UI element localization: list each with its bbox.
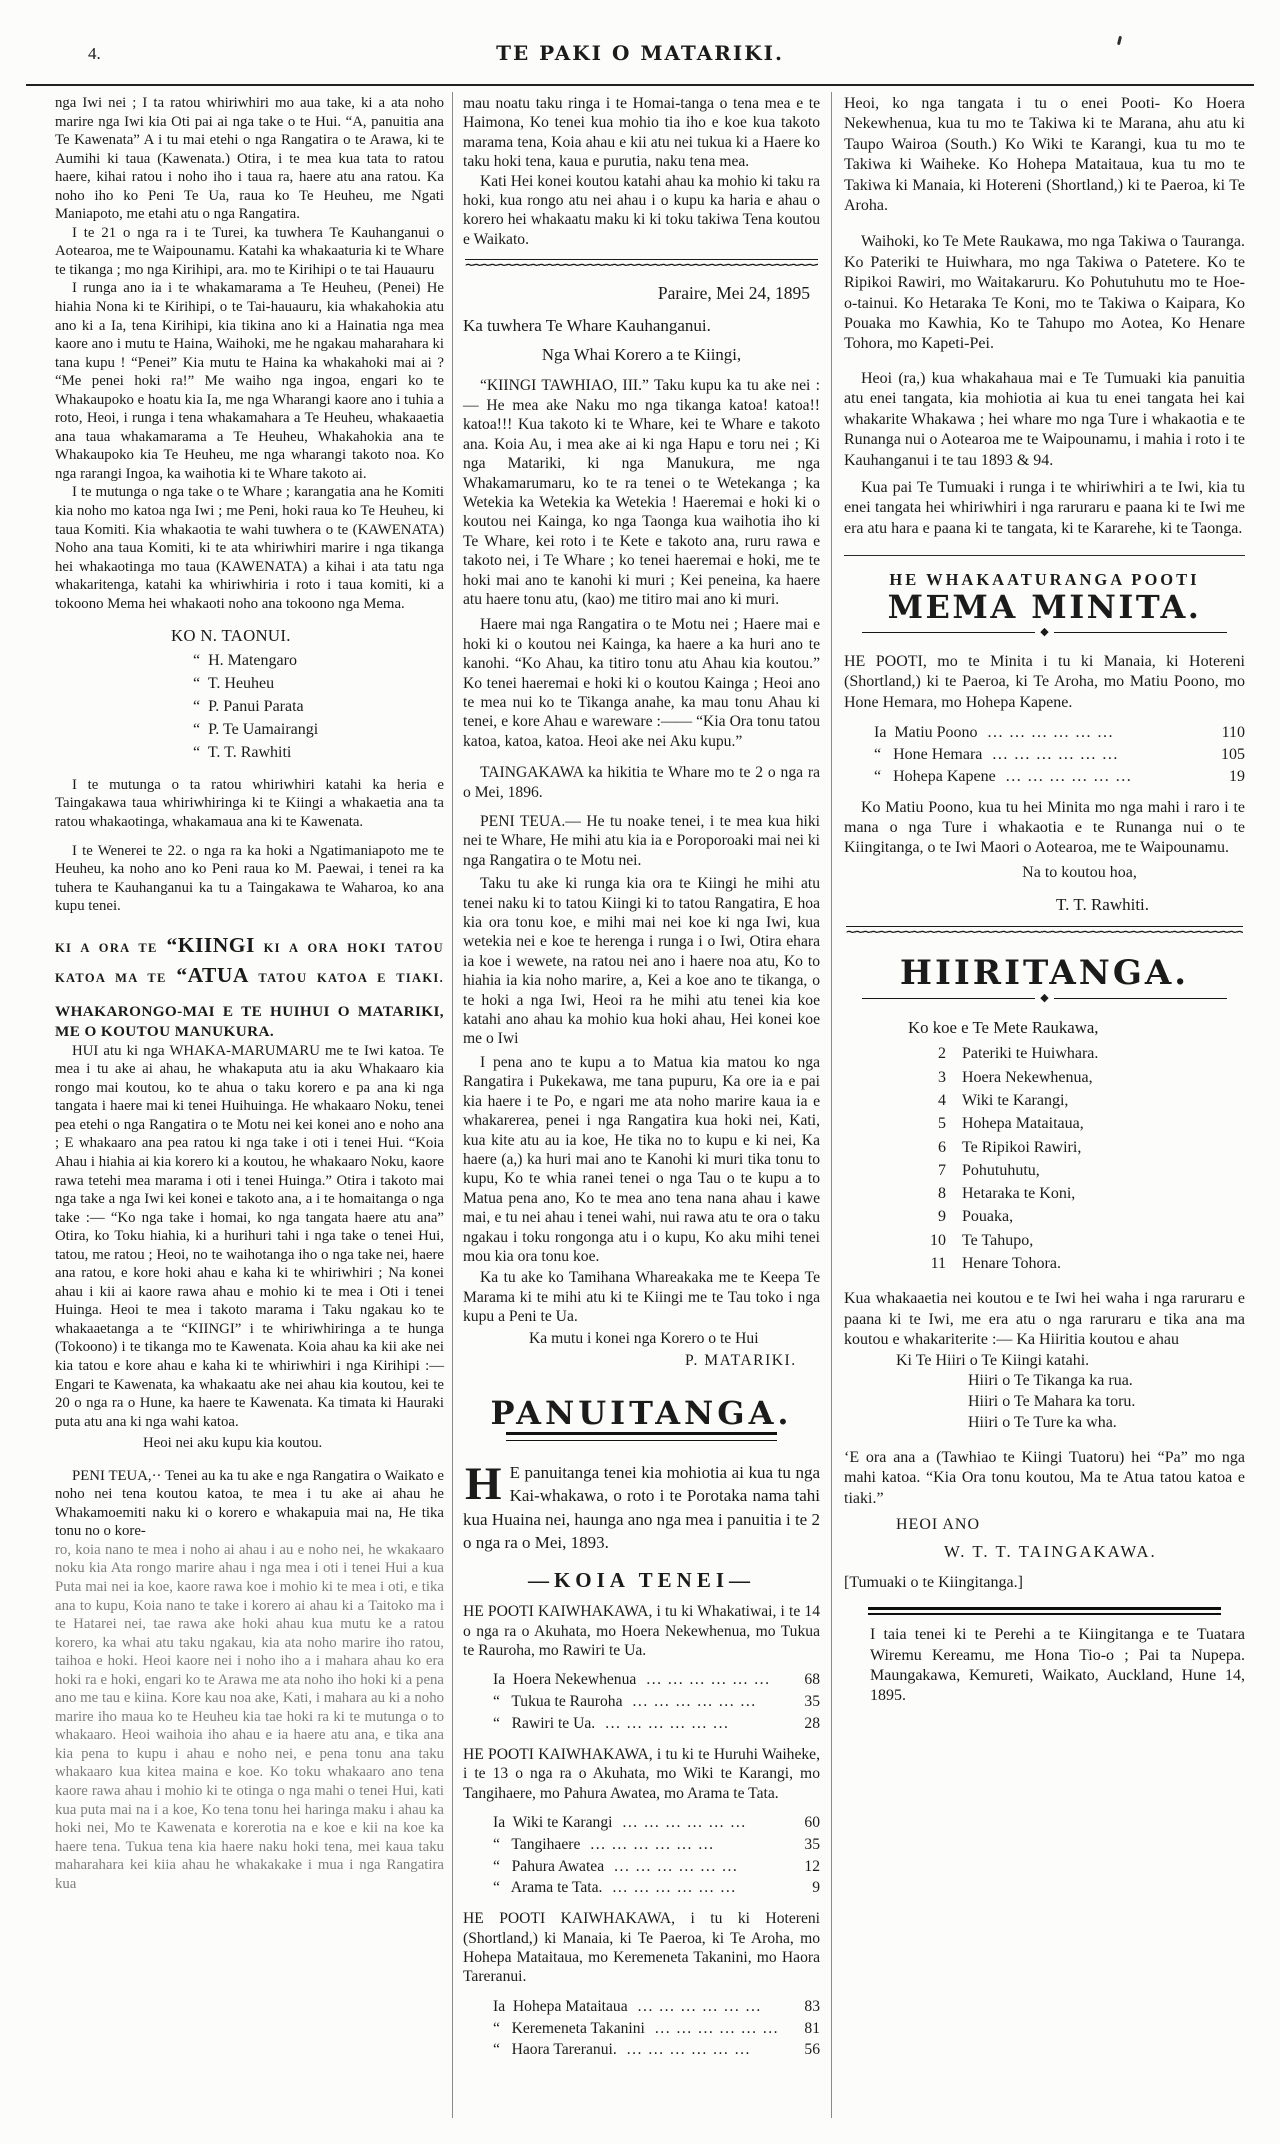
header-rule: [26, 84, 1254, 86]
item-number: 4: [938, 1091, 946, 1109]
vote-count: 12: [804, 1857, 820, 1875]
rule-diamond: [862, 993, 1227, 1004]
vote-count: 19: [1229, 767, 1245, 785]
vote-row: [493, 1856, 820, 1878]
candidate-name: “ Haora Tareranui.: [493, 2041, 617, 2059]
vote-count: 28: [804, 1715, 820, 1732]
paragraph: Heoi, ko nga tangata i tu o enei Pooti- Ko Hoera Nekewhenua, kua tu mo te Takiwa ki te Marana, ahu atu ki Taupo Wairoa (South.) Ko Wiki te Karangi, kua tu mo te Takiwa ki Waiheke. Ko Hohepa Mataitaua, kua tu mo te Takiwa ki Manaia, ki Hotereni (Shortland,) ki te Paeroa, ki Te Aroha.: [844, 95, 1245, 215]
masthead-title: TE PAKI O MATARIKI.: [496, 41, 784, 65]
paragraph: PENI TEUA,·· Tenei au ka tu ake e nga Rangatira o Waikato e noho nei tena koutou katoa, te mea i tu ake ai ahau he Whakamoemiti naku ki o korero e whakapuia mai na, He tika tonu no o kore-: [55, 1467, 444, 1540]
vote-table: [463, 1812, 820, 1899]
section-heading: —KOIA TENEI—: [527, 1567, 756, 1592]
paragraph-text: E panuitanga tenei kia mohiotia ai kua tu nga Kai-whakawa, o roto i te Porotaka nama tahi kua Huaina nei, haunga ano nga mea i panuitia i te 2 o nga ra o Mei, 1893.: [463, 1462, 820, 1553]
item-number: 7: [938, 1161, 946, 1179]
vote-count: 9: [812, 1879, 820, 1897]
list-item: [916, 1229, 1245, 1252]
paragraph: Kua pai Te Tumuaki i runga i te whiriwhiri a te Iwi, kia tu enei tangata hei whiriwhiri i nga raruraru e paana ki te Iwi me era atu hara e paana ki te tangata, ki te Kararehe, ki te Taonga.: [844, 478, 1245, 537]
rule-thin: [844, 555, 1245, 556]
vote-row: [493, 1834, 820, 1856]
rule-wavy: [846, 926, 1243, 939]
dot-leader: ... ... ... ... ... ...: [992, 745, 1119, 763]
item-name: Te Tahupo,: [962, 1231, 1034, 1249]
vote-count: 35: [804, 1835, 820, 1853]
paragraph: I runga ano ia i te whakamarama a Te Heuheu, (Penei) He hiahia Nona ki te Kirihipi, o te Tai-hauauru, kia whakahokia atu ano ki a Ia, tena Kirihipi, kia tikina ano ki a Hainatia nga mea kaore ano i mutu te Haina, Waihoki, me he ngakau maharahara ki tana kupu ! “Penei” Kia mutu te Haina ka whakahoki mai ai ? “Me penei hoki ra!” Me waiho nga ingoa, engari ko te Whakaupoko e hoatu kia Ia, me nga Wharangi kaore ano i tuhia a roto, Heoi, i runga i tena whakamahara a Te Heuheu, whakaaetia ana taua whakamarama a Te Heuheu, Whakahokia ana te Whakaupoko kia Te Heuheu, me nga wharangi takoto noa. Ko nga rarangi Ingoa, ka waihotia ki te Whare takoto ai.: [55, 280, 444, 482]
list-item: [916, 1112, 1245, 1135]
committee-member: “ P. Te Uamairangi: [193, 720, 319, 738]
candidate-name: Ia Hoera Nekewhenua: [493, 1671, 637, 1689]
item-number: 2: [938, 1045, 946, 1063]
dot-leader: ... ... ... ... ... ...: [1005, 767, 1133, 785]
vote-row: [493, 1877, 820, 1899]
column-divider: [831, 92, 832, 2118]
column-1: [55, 94, 444, 1893]
section-heading: HE WHAKAATURANGA POOTI: [889, 570, 1200, 590]
paragraph: [Tumuaki o te Kiingitanga.]: [844, 1573, 1023, 1591]
dot-leader: ... ... ... ... ... ...: [646, 1671, 771, 1689]
item-name: Henare Tohora.: [962, 1255, 1061, 1273]
paragraph: [463, 1457, 820, 1555]
column-3: [844, 94, 1245, 1707]
vote-row: [493, 1713, 820, 1735]
seal-line: Hiiri o Te Mahara ka toru.: [968, 1393, 1136, 1411]
rule-diamond: [862, 627, 1227, 638]
paragraph: I te 21 o nga ra i te Turei, ka tuwhera Te Kauhanganui o Aotearoa, me te Waipounamu. Katahi ka whakaaturia ki te Whare te tikanga ; mo nga Kirihipi, ara. mo te Kirihipi o te tai Hauauru: [55, 224, 444, 278]
section-heading: HIIRITANGA.: [899, 952, 1190, 993]
item-name: Hohepa Mataitaua,: [962, 1115, 1084, 1133]
paragraph: mau noatu taku ringa i te Homai-tanga o tena mea e te Haimona, Ko tenei kua mohio tia iho e koe kua takoto marama tena, Koia ahau e kii atu nei tukua ki a Haere ko taku hoki tena, kaua e purutia, naku tena mea.: [463, 95, 820, 171]
dot-leader: ... ... ... ... ... ...: [590, 1835, 715, 1853]
item-name: Hetaraka te Koni,: [962, 1185, 1076, 1203]
dot-leader: ... ... ... ... ... ...: [637, 1997, 762, 2015]
paragraph: Kati Hei konei koutou katahi ahau ka mohio ki taku ra hoki, kua rongo atu nei ahau i o kupu ka haria e ahau o korero hei whakaatu maku ki ki toku takiwa Tena koutou e Waikato.: [463, 172, 820, 248]
paragraph: ‘E ora ana a (Tawhiao te Kiingi Tuatoru) hei “Pa” mo nga mahi katoa. “Kia Ora tonu koutou, Ma te Atua tatou katoa e tiaki.”: [844, 1448, 1245, 1507]
list-item: [916, 1159, 1245, 1182]
vote-row: [493, 1669, 820, 1691]
paragraph: Waihoki, ko Te Mete Raukawa, mo nga Takiwa o Tauranga. Ko Pateriki te Huiwhara, mo nga Takiwa o Patetere. Ko te Ripikoi Rawiri, mo Waitakaruru. Ko Pohutuhutu mo te Hoe-o-tainui. Ko Hetaraka Te Koni, mo te Takiwa o Kaipara, Ko Pouaka mo Kawhia, Ko te Tahupo mo Aotea, Ko Henare Tohora, mo Kapeti-Pei.: [844, 233, 1245, 353]
list-item: [916, 1136, 1245, 1159]
list-item: [916, 1205, 1245, 1228]
page-number: 4.: [88, 44, 101, 63]
paragraph: “KIINGI TAWHIAO, III.” Taku kupu ka tu ake nei :— He mea ake Naku mo nga tikanga katoa! katoa!! katoa!!! Kua takoto ki te Whare, kei te Whare e takoto ana. Koia Au, i mea ake ai ki nga Hapu e toru nei ; Ki nga Matariki, ki nga Manukura, me nga Whakamarumaru, ko te ra tenei o te Wetekanga ; ka Wetekia ka Wetekia ka Wetekia ! Haeremai e hoki ki o koutou nei Kainga, ko nga Taonga kua waihotia iho ki Te Whare, kei roto i te Kete e takoto ana, ruru rawa e takoto nei, i Te Whare ; ko tenei haeremai e hoki, me te hoki mai ano te kanohi ki muri ; Kei peneina, ka haere atu haere tonu atu, (kao) me titiro mai ano ki muri.: [463, 377, 820, 608]
vote-count: 60: [804, 1814, 820, 1832]
paragraph: HE POOTI KAIWHAKAWA, i tu ki Whakatiwai, i te 14 o nga ra o Akuhata, mo Hoera Nekewhenua, mo Tukua te Rauroha, mo Rawiri te Ua.: [463, 1603, 820, 1659]
paragraph: Haere mai nga Rangatira o te Motu nei ; Haere mai e hoki ki o koutou nei Kainga, ka haere a ka huri ano te kanohi. “Ko Ahau, ka titiro tonu atu Ahau kia koutou.” Ko tenei haeremai e hoki ki o koutou Kainga ; Heoi ano te mea nui ko te Tikanga anahe, ka mau tonu Ahau ki tenei, e kore Ahau e wareware :—— “Kia Ora tonu tatou katoa, katoa, katoa. Heoi ake nei Aku kupu.”: [463, 616, 820, 750]
signature: P. MATARIKI.: [685, 1351, 797, 1369]
item-number: 8: [938, 1185, 946, 1203]
vote-row: [493, 1812, 820, 1834]
subheading: Ka tuwhera Te Whare Kauhanganui.: [463, 315, 711, 335]
closing-line: Ka mutu i konei nga Korero o te Hui: [529, 1329, 759, 1347]
rule-double: [506, 1432, 777, 1441]
vote-table: [844, 722, 1245, 787]
vote-table: [463, 1669, 820, 1734]
paragraph: TAINGAKAWA ka hikitia te Whare mo te 2 o nga ra o Mei, 1896.: [463, 764, 820, 801]
list-item: [916, 1066, 1245, 1089]
paragraph: Taku tu ake ki runga kia ora te Kiingi he mihi atu tenei naku ki to tatou Kiingi ki to tatou Rangatira, E hoa kia ora tonu koe, e mihi mai nei koe ki nga Iwi, kua wetekia nei e koe te herenga i runga i o Iwi, Otira ehara ia koe i wewete, na ratou nei ano i haere noa atu, Ko to hiahia ia kia noho marire, a, Kei a koe ano te tikanga, o te hoki a nga Iwi, Heoi ra he mihi atu tenei kia koe katahi ano ahau ka mohio kua hoki ahau, Hei konei koe me o Iwi: [463, 875, 820, 1048]
dot-leader: ... ... ... ... ... ...: [612, 1879, 737, 1897]
paragraph: I te mutunga o ta ratou whiriwhiri katahi ka heria e Taingakawa taua whiriwhiringa ki te Kiingi a whakaetia ana ta ratou whakaotinga, whakamaua ana ki te Kawenata.: [55, 776, 444, 830]
diamond-icon: [1035, 993, 1053, 1004]
item-number: 3: [938, 1068, 946, 1086]
item-name: Te Ripikoi Rawiri,: [962, 1138, 1082, 1156]
salutation-part: KI A ORA TE: [55, 940, 167, 955]
paragraph: I te Wenerei te 22. o nga ra ka hoki a Ngatimaniapoto me te Heuheu, ka noho ano ko Peni raua ko M. Paewai, i tenei ra ka tuhera te Kauhanganui ka tu a Taingakawa te Waharoa, ko ana kupu tenei.: [55, 842, 444, 915]
salutation-part: “ATUA: [176, 962, 249, 987]
dot-leader: ... ... ... ... ... ...: [614, 1857, 739, 1875]
paragraph: Heoi (ra,) kua whakahaua mai e Te Tumuaki kia panuitia atu enei tangata, kia mohiotia ai kua tu enei tangata hei kai whakarite Whakawa ; hei whare mo nga Ture i whakaotia e te Runanga nui o Aotearoa me te Waipounamu, i mahia i roto i te Kauhanganui i te tau 1893 & 94.: [844, 369, 1245, 469]
paragraph: HE POOTI KAIWHAKAWA, i tu ki te Huruhi Waiheke, i te 13 o nga ra o Akuhata, mo Wiki te Karangi, mo Tangihaere, mo Pahura Awatea, mo Arama te Tata.: [463, 1745, 820, 1802]
dot-leader: ... ... ... ... ... ...: [626, 2041, 751, 2059]
section-heading: MEMA MINITA.: [887, 587, 1202, 626]
candidate-name: Ia Wiki te Karangi: [493, 1814, 613, 1832]
paragraph: Kua whakaaetia nei koutou e te Iwi hei waha i nga raruraru e paana ki te Iwi, me era atu o nga raruraru e tika ana ma koutou e whakariterite :— Ka Hiiritia koutou e ahau: [844, 1290, 1245, 1349]
vote-row: [874, 744, 1245, 766]
seal-line: Hiiri o Te Ture ka wha.: [968, 1413, 1117, 1431]
item-name: Hoera Nekewhenua,: [962, 1068, 1093, 1086]
dot-leader: ... ... ... ... ... ...: [654, 2019, 780, 2037]
seal-line: Ki Te Hiiri o Te Kiingi katahi.: [896, 1351, 1090, 1369]
date-line: Paraire, Mei 24, 1895: [657, 283, 810, 304]
paragraph: I pena ano te kupu a to Matua kia matou ko nga Rangatira i Pukekawa, me tana pupuru, Ka ore ia e pai kia haere i te Po, e ngari me ata noho marire kaua ia e whakarerea, penei i nga Rangatira kua hoki nei, Kati, kua kite atu au ia koe, He tika no to kupu e ki nei, Ka haere (a,) ka huri mai ano te Kanohi ki muri tika tonu to kupu, Ko te whia ranei tenei o nga Tau o te kupu a to Matua pena ano, Ko te mea ano tena nana ahau i kawe mai, e tu nei ahau i tenei wahi, nui rawa atu te ora o taku ngakau i toku rongonga atu i o kupu, Ko aku mihi tenei mou kia ora tonu koe.: [463, 1053, 820, 1265]
salutation-part: KI A ORA HOKI TATOU KATOA MA TE: [55, 940, 444, 985]
drop-cap: H: [465, 1457, 502, 1510]
vote-count: 56: [804, 2041, 820, 2059]
closing-line: Heoi nei aku kupu kia koutou.: [143, 1435, 323, 1452]
paragraph: HE POOTI, mo te Minita i tu ki Manaia, ki Hotereni (Shortland,) ki te Paeroa, ki Te Aroha, mo Matiu Poono, mo Hone Hemara, mo Hohepa Kapene.: [844, 652, 1245, 711]
paragraph: I te mutunga o nga take o te Whare ; karangatia ana he Komiti kia noho mo katoa nga Iwi ; me Peni, hoki raua ko Te Heuheu, ki taua Komiti. Kia whakaotia te wahi tuwhera o te (KAWENATA) Noho ana taua Komiti, ki te ata whiriwhiri marire i nga tikanga hei whakaotinga mo taua (KAWENATA) a kihai i ata tatu nga whakaritenga, katahi ka whiriwhiria i roto i taua komiti, ki a tokoono Mema hei whakaoti noho ana tokoono nga Mema.: [55, 484, 444, 612]
dot-leader: ... ... ... ... ... ...: [987, 724, 1115, 742]
vote-row: [493, 2018, 820, 2040]
paragraph: Ka tu ake ko Tamihana Whareakaka me te Keepa Te Marama ki te mihi atu ki te Kiingi me te Tau toko i nga kupu a Peni te Ua.: [463, 1269, 820, 1326]
item-name: Pohutuhutu,: [962, 1161, 1040, 1179]
vote-count: 110: [1221, 724, 1245, 742]
paragraph: Ko Matiu Poono, kua tu hei Minita mo nga mahi i raro i te mana o nga Ture i whakaotia e te Runanga nui o te Kiingitanga, o te Iwi Maori o Aotearoa, me te Waipounamu.: [844, 798, 1245, 857]
committee-head: KO N. TAONUI.: [171, 626, 291, 646]
committee-member: “ T. T. Rawhiti: [193, 743, 292, 761]
vote-row: [874, 766, 1245, 788]
paragraph: PENI TEUA.— He tu noake tenei, i te mea kua hiki nei te Whare, He mihi atu kia ia e Poroporoaki mai nei ki nga Rangatira o te Motu nei.: [463, 813, 820, 869]
dot-leader: ... ... ... ... ... ...: [632, 1693, 757, 1711]
item-name: Pateriki te Huiwhara.: [962, 1045, 1099, 1063]
dot-leader: ... ... ... ... ... ...: [622, 1814, 747, 1832]
section-heading: PANUITANGA.: [490, 1394, 793, 1433]
subheading: Nga Whai Korero a te Kiingi,: [541, 345, 742, 365]
paragraph: I taia tenei ki te Perehi a te Kiingitanga e te Tuatara Wiremu Kereamu, me Hona Tio-o ; Pai ta Nupepa. Maungakawa, Kemureti, Waikato, Auckland, Hune 14, 1895.: [870, 1626, 1245, 1705]
candidate-name: “ Keremeneta Takanini: [493, 2019, 645, 2037]
salutation-part: “KIINGI: [166, 932, 255, 957]
committee-member: “ T. Heuheu: [193, 674, 275, 692]
vote-row: [493, 1691, 820, 1713]
item-number: 5: [938, 1115, 946, 1133]
list-item: [916, 1042, 1245, 1065]
addressee-line: Ko koe e Te Mete Raukawa,: [908, 1017, 1099, 1037]
vote-row: [874, 722, 1245, 744]
numbered-list: [844, 1042, 1245, 1275]
royal-salutation: [55, 932, 444, 992]
column-2: [463, 94, 820, 2071]
diamond-icon: [1035, 627, 1053, 638]
candidate-name: “ Pahura Awatea: [493, 1857, 605, 1875]
item-number: 10: [930, 1231, 946, 1249]
paragraph: HE POOTI KAIWHAKAWA, i tu ki Hotereni (Shortland,) ki Manaia, ki Te Paeroa, ki Te Aroha, mo Hohepa Mataitaua, mo Keremeneta Takanini, mo Haora Tareranui.: [463, 1910, 820, 1986]
vote-table: [463, 1996, 820, 2061]
committee-member: “ P. Panui Parata: [193, 697, 304, 715]
vote-row: [493, 2039, 820, 2061]
vote-count: 105: [1221, 745, 1245, 763]
rule-thick: [868, 1607, 1221, 1615]
vote-count: 81: [804, 2019, 820, 2037]
candidate-name: “ Tangihaere: [493, 1835, 581, 1853]
candidate-name: Ia Hohepa Mataitaua: [493, 1997, 628, 2015]
committee-member: “ H. Matengaro: [193, 651, 297, 669]
paragraph: HUI atu ki nga WHAKA-MARUMARU me te Iwi katoa. Te mea i tu ake ai ahau, he whakaputa atu ia aku Whakaaro kia rongo mai koutou, ko te ahua o taku korero e pa ana ki nga tangata i haere mai ki tenei Huihuinga. He whakaaro Noku, tenei pea etehi o nga Rangatira o te Motu nei kei konei ano e noho ana ; E whakaaro ana pea ratou ki nga take i oti i tenei Hui. “Koia Ahau i hiahia ai kia korero ki a koutou, he whakaaro Noku, kaore rawa tetehi mea marama i oti i tenei Huinga.” Otira i takoto mai nga take a nga Iwi kei konei e takoto ana, a i te homaitanga o nga take :— “Ko nga take i homai, ko nga tangata haere atu ana” Otira, ko Toku hiahia, ki a hurihuri tahi i nga take o tenei Hui, tatou, me ratou ; Heoi, no te waihotanga iho o nga take nei, haere ana ratou, e kore hoki ahau e kaha ki te whiriwhiri ; Na konei ahau i kii ai kaore rawa ahau e mohio ki te mea i Oti i tenei Huinga. Heoi te mea i takoto marama i Taku ngakau ko te whakaaetanga a te “KIINGI” i te whiriwhiringa a te hunga (Tokoono) i te tikanga mo te Kawenata. Koia ahau ka kii ake nei kia tatou e kore ahau e kaha ki te whiriwhiri i nga Kirihipi :— Engari te Kawenata, ka whakaatu ake nei ahau kia koutou, kei te 20 o nga ra o Hune, ka haere te Kawenata. Ka timata ki Hauraki puta atu ana ki nga wahi katoa.: [55, 1042, 444, 1430]
item-number: 9: [938, 1208, 946, 1226]
paragraph: WHAKARONGO-MAI E TE HUIHUI O MATARIKI, ME O KOUTOU MANUKURA.: [55, 1002, 444, 1040]
list-item: [916, 1182, 1245, 1205]
vote-count: 83: [804, 1997, 820, 2015]
candidate-name: “ Rawiri te Ua.: [493, 1715, 596, 1732]
candidate-name: “ Tukua te Rauroha: [493, 1693, 623, 1711]
candidate-name: Ia Matiu Poono: [874, 724, 978, 742]
item-number: 11: [930, 1255, 946, 1273]
seal-line: Hiiri o Te Tikanga ka rua.: [968, 1372, 1133, 1390]
list-item: [916, 1252, 1245, 1275]
candidate-name: “ Hone Hemara: [874, 745, 983, 763]
signature: T. T. Rawhiti.: [1056, 895, 1150, 915]
salutation-part: TATOU KATOA E TIAKI.: [248, 970, 444, 985]
column-divider: [452, 92, 453, 2118]
closing-line: HEOI ANO: [896, 1515, 980, 1533]
item-name: Pouaka,: [962, 1208, 1014, 1226]
dot-leader: ... ... ... ... ... ...: [605, 1715, 730, 1732]
item-name: Wiki te Karangi,: [962, 1091, 1069, 1109]
paragraph: nga Iwi nei ; I ta ratou whiriwhiri mo aua take, ki a ata noho marire nga Iwi kia Oti pai ai nga take o te Hui. “A, panuitia ana Te Kawenata” A i tu mai etehi o nga Rangatira o te Arawa, ki te Aumihi ki taua (Kawenata.) Otira, i te mea kua tata to ratou haere, kihai ratou i noho iho i taua ra, haere atu ana ratou. Ka noho iho ko Peni Te Ua, raua ko Te Heuheu, me Ngati Maniapoto, me etahi atu o nga Rangatira.: [55, 95, 444, 223]
paragraph: ro, koia nano te mea i noho ai ahau i au e noho nei, he wkakaaro noku kia Ata rongo marire ahau i nga mea i oti i tenei Hui a kua Puta mai nei ia koe, kaore rawa koe i mohio ki te mea i oti, e tika ana to kupu, Koia nano te take i korero ai ahau ki a Taitoko ma i te Hatarei nei, tae rawa ake hoki ahau kua mutu ke a ratou korero, ka whai atu taku ngakau, kia ata noho marire iho ratou, taihoa e hoki. Heoi kaore nei i noho iho a i mahara ahau ko era hoki ra e hoki, engari ko te Arawa me ata noho iho hoki ki a pena ano me tau e kiina. Kore kau noa ake, Kati, i mahara au ki a noho marire iho maua ko te Heuheu kia tae hoki ra ki te mutunga o to whakaaro. Heoi waihoia iho ahau e ia haere atu ana, e tika ana kia pena to kupu i ahau e noho nei, e pena tonu ana taku whakaaro kua kitea maina e koe. Ko toku whakaaro ano tena kaore rawa ahau i mohio ki te otinga o nga mahi o tenei Hui, kati kua puta mai na i a koe, Ko tena tonu hei haringa maku i ahau ka hoki nei, Mo te Kawenata e korerotia na e koe e kii na koe ka haere tena. Tukua tena kia haere naku hoki tena, mei kaua taku maharahara kei kiia ahau he whakakake i mua i nga Rangatira kua: [55, 1541, 444, 1892]
item-number: 6: [938, 1138, 946, 1156]
valediction: Na to koutou hoa,: [1022, 863, 1137, 881]
list-item: [916, 1089, 1245, 1112]
vote-count: 68: [804, 1671, 820, 1689]
candidate-name: “ Hohepa Kapene: [874, 767, 996, 785]
vote-count: 35: [804, 1693, 820, 1711]
rule-wavy: [465, 259, 818, 272]
candidate-name: “ Arama te Tata.: [493, 1879, 603, 1897]
vote-row: [493, 1996, 820, 2018]
signature: W. T. T. TAINGAKAWA.: [944, 1542, 1157, 1562]
